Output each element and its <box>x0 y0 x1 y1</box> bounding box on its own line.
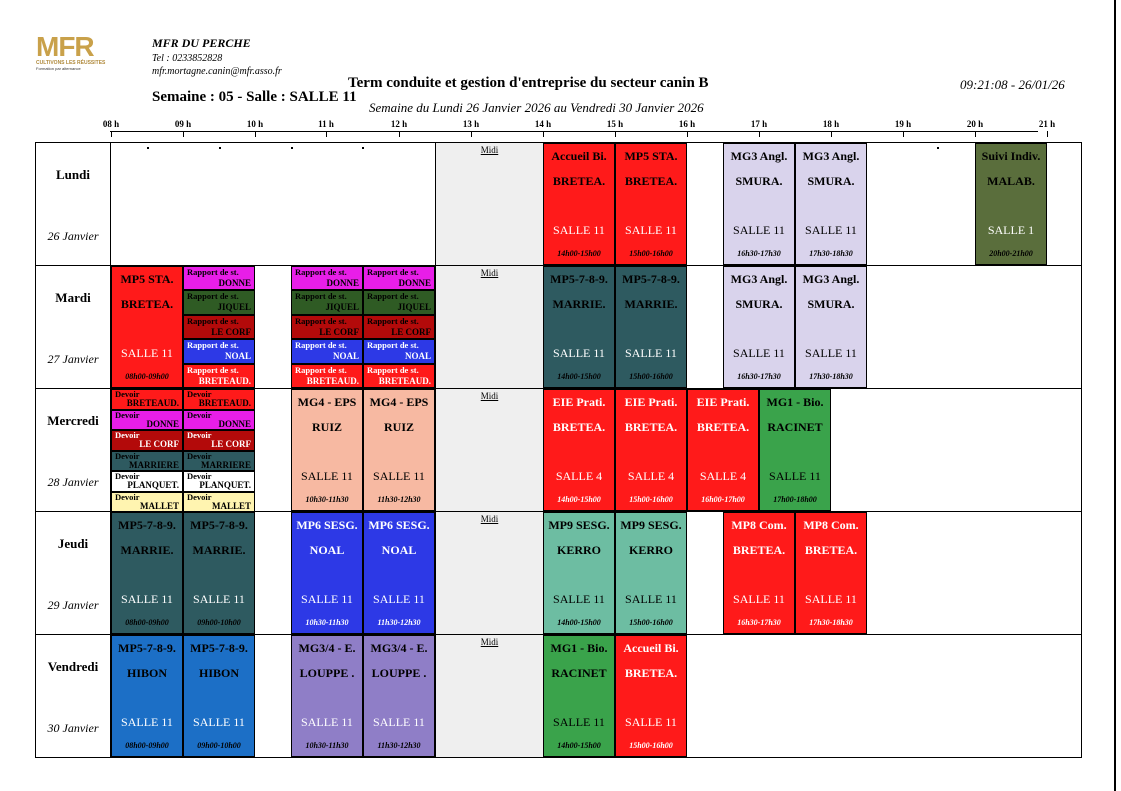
homework-block <box>111 471 183 492</box>
report-teacher: JIQUEL <box>397 302 431 313</box>
course-block <box>363 635 435 757</box>
course-title: MP5-7-8-9. <box>118 641 176 655</box>
course-title: MG3 Angl. <box>730 272 788 286</box>
course-title: MG3 Angl. <box>802 149 860 163</box>
report-teacher: DONNE <box>398 278 431 288</box>
hour-label: 15 h <box>606 119 624 129</box>
course-block <box>795 143 867 265</box>
homework-block <box>183 471 255 492</box>
course-teacher: RACINET <box>767 420 823 434</box>
course-teacher: BRETEA. <box>804 543 858 557</box>
course-block <box>543 635 615 757</box>
day-date: 29 Janvier <box>47 598 99 612</box>
course-block <box>759 389 831 511</box>
report-block <box>183 266 255 290</box>
day-vendredi <box>35 635 111 758</box>
course-block <box>615 635 687 757</box>
homework-teacher: MARRIERE <box>128 459 179 470</box>
course-room: SALLE 11 <box>733 223 785 237</box>
homework-label: Devoir <box>115 450 140 461</box>
course-block <box>723 512 795 634</box>
school-name: MFR DU PERCHE <box>152 36 251 50</box>
hour-label: 20 h <box>966 119 984 129</box>
report-block <box>291 364 363 388</box>
report-teacher: LE CORF <box>319 326 359 337</box>
course-room: SALLE 4 <box>699 469 747 483</box>
logo-text: MFR <box>36 31 94 62</box>
homework-block <box>111 410 183 431</box>
course-time: 08h00-09h00 <box>125 618 169 627</box>
course-teacher: MARRIE. <box>552 297 606 311</box>
report-block <box>183 290 255 314</box>
report-teacher: LE CORF <box>211 326 251 337</box>
school-block <box>152 36 282 77</box>
course-room: SALLE 11 <box>193 592 245 606</box>
course-teacher: LOUPPE . <box>299 666 355 680</box>
course-time: 14h00-15h00 <box>557 495 601 504</box>
report-label: Rapport de st. <box>367 340 419 351</box>
course-title: Suivi Indiv. <box>981 149 1041 163</box>
course-title: MP9 SESG. <box>620 518 682 532</box>
course-teacher: BRETEA. <box>696 420 750 434</box>
course-time: 16h30-17h30 <box>737 372 781 381</box>
course-time: 17h00-18h00 <box>773 495 817 504</box>
course-title: MP5-7-8-9. <box>190 641 248 655</box>
dot-marker <box>937 147 939 149</box>
course-time: 09h00-10h00 <box>197 741 241 750</box>
course-time: 15h00-16h00 <box>629 618 673 627</box>
report-block <box>291 315 363 339</box>
homework-teacher: LE CORF <box>211 439 251 449</box>
course-block <box>723 266 795 388</box>
report-label: Rapport de st. <box>367 267 419 277</box>
report-label: Rapport de st. <box>295 340 347 351</box>
homework-teacher: PLANQUET. <box>199 480 251 490</box>
course-room: SALLE 11 <box>805 592 857 606</box>
report-teacher: DONNE <box>326 278 359 288</box>
course-teacher: BRETEA. <box>552 174 606 188</box>
course-block <box>111 266 183 388</box>
course-room: SALLE 11 <box>625 715 677 729</box>
course-title: MG3/4 - E. <box>370 641 428 655</box>
homework-block <box>183 389 255 410</box>
course-title: MP9 SESG. <box>548 518 610 532</box>
report-teacher: BRETEAUD. <box>378 375 431 386</box>
dot-marker <box>219 147 221 149</box>
hour-label: 18 h <box>822 119 840 129</box>
report-block <box>363 290 435 314</box>
hour-label: 21 h <box>1038 119 1056 129</box>
homework-label: Devoir <box>187 389 212 399</box>
course-room: SALLE 11 <box>121 592 173 606</box>
course-time: 11h30-12h30 <box>377 618 421 627</box>
homework-block <box>111 492 183 513</box>
course-teacher: NOAL <box>309 543 345 557</box>
course-time: 10h30-11h30 <box>305 495 349 504</box>
hour-tick <box>1047 131 1048 137</box>
report-teacher: NOAL <box>332 351 359 362</box>
report-label: Rapport de st. <box>367 364 419 375</box>
homework-teacher: PLANQUET. <box>127 480 179 490</box>
lunch-block <box>435 512 544 634</box>
report-label: Rapport de st. <box>187 267 239 277</box>
course-block <box>291 389 363 511</box>
course-title: MP5 STA. <box>120 272 174 286</box>
report-teacher: DONNE <box>218 278 251 288</box>
course-block <box>111 635 183 757</box>
course-time: 11h30-12h30 <box>377 741 421 750</box>
report-label: Rapport de st. <box>295 315 347 326</box>
course-teacher: RUIZ <box>311 420 342 434</box>
course-title: MG4 - EPS <box>297 395 357 409</box>
course-block <box>291 512 363 634</box>
course-title: MP5-7-8-9. <box>118 518 176 532</box>
homework-block <box>183 451 255 472</box>
report-label: Rapport de st. <box>367 291 419 302</box>
course-room: SALLE 11 <box>625 346 677 360</box>
course-teacher: BRETEA. <box>624 666 678 680</box>
course-room: SALLE 11 <box>805 223 857 237</box>
course-room: SALLE 11 <box>733 592 785 606</box>
homework-label: Devoir <box>187 409 212 420</box>
course-block <box>723 143 795 265</box>
course-block <box>183 512 255 634</box>
course-room: SALLE 11 <box>373 469 425 483</box>
hour-label: 19 h <box>894 119 912 129</box>
course-block <box>183 635 255 757</box>
course-block <box>687 389 759 511</box>
course-title: MG3 Angl. <box>802 272 860 286</box>
page-subtitle: Semaine du Lundi 26 Janvier 2026 au Vendredi 30 Janvier 2026 <box>369 100 704 115</box>
course-block <box>291 635 363 757</box>
course-time: 15h00-16h00 <box>629 741 673 750</box>
course-time: 14h00-15h00 <box>557 372 601 381</box>
report-label: Rapport de st. <box>187 291 239 302</box>
course-teacher: MARRIE. <box>120 543 174 557</box>
course-room: SALLE 4 <box>555 469 603 483</box>
course-teacher: BRETEA. <box>732 543 786 557</box>
course-teacher: SMURA. <box>807 297 855 311</box>
report-label: Rapport de st. <box>187 364 239 375</box>
report-label: Rapport de st. <box>295 364 347 375</box>
report-block <box>363 266 435 290</box>
course-block <box>543 389 615 511</box>
report-teacher: LE CORF <box>391 326 431 337</box>
course-time: 16h00-17h00 <box>701 495 745 504</box>
print-timestamp: 09:21:08 - 26/01/26 <box>960 77 1065 92</box>
report-label: Rapport de st. <box>187 340 239 351</box>
course-teacher: KERRO <box>556 543 601 557</box>
course-teacher: MARRIE. <box>192 543 246 557</box>
homework-teacher: DONNE <box>218 418 251 429</box>
course-room: SALLE 11 <box>193 715 245 729</box>
course-teacher: SMURA. <box>735 174 783 188</box>
course-room: SALLE 11 <box>301 469 353 483</box>
course-title: EIE Prati. <box>624 395 678 409</box>
report-teacher: NOAL <box>224 351 251 362</box>
course-title: MP5-7-8-9. <box>622 272 680 286</box>
course-title: Accueil Bi. <box>551 149 607 163</box>
homework-block <box>111 430 183 451</box>
homework-teacher: LE CORF <box>139 439 179 449</box>
lunch-label: Midi <box>480 391 499 401</box>
report-block <box>291 290 363 314</box>
report-block <box>291 339 363 363</box>
day-name: Lundi <box>56 167 90 182</box>
hour-label: 08 h <box>102 119 120 129</box>
homework-block <box>183 410 255 431</box>
course-time: 16h30-17h30 <box>737 618 781 627</box>
school-phone: Tel : 0233852828 <box>152 53 223 64</box>
hour-label: 17 h <box>750 119 768 129</box>
report-block <box>183 339 255 363</box>
course-room: SALLE 11 <box>553 346 605 360</box>
course-room: SALLE 11 <box>553 715 605 729</box>
lunch-label: Midi <box>480 514 499 524</box>
course-title: MP8 Com. <box>803 518 859 532</box>
report-teacher: BRETEAUD. <box>198 375 251 386</box>
homework-label: Devoir <box>115 491 140 502</box>
homework-teacher: DONNE <box>146 418 179 429</box>
course-room: SALLE 11 <box>733 346 785 360</box>
report-block <box>363 364 435 388</box>
homework-teacher: MALLET <box>211 500 251 511</box>
course-time: 17h30-18h30 <box>809 249 853 258</box>
day-name: Jeudi <box>57 536 89 551</box>
mfr-logo <box>36 31 130 76</box>
dot-marker <box>147 147 149 149</box>
course-title: Accueil Bi. <box>623 641 679 655</box>
homework-label: Devoir <box>115 389 140 399</box>
course-room: SALLE 11 <box>373 592 425 606</box>
course-block <box>615 512 687 634</box>
lunch-label: Midi <box>480 268 499 278</box>
course-time: 15h00-16h00 <box>629 372 673 381</box>
course-room: SALLE 4 <box>627 469 675 483</box>
course-time: 14h00-15h00 <box>557 741 601 750</box>
course-block <box>795 266 867 388</box>
course-time: 10h30-11h30 <box>305 741 349 750</box>
course-block <box>615 143 687 265</box>
day-lundi <box>35 143 111 266</box>
course-title: MP6 SESG. <box>368 518 430 532</box>
report-block <box>183 315 255 339</box>
course-room: SALLE 11 <box>769 469 821 483</box>
course-room: SALLE 11 <box>301 592 353 606</box>
course-room: SALLE 11 <box>625 223 677 237</box>
lunch-block <box>435 143 544 265</box>
course-room: SALLE 11 <box>553 592 605 606</box>
course-title: MP5-7-8-9. <box>190 518 248 532</box>
page-title: Term conduite et gestion d'entreprise du secteur canin B <box>348 75 709 91</box>
course-time: 15h00-16h00 <box>629 249 673 258</box>
report-block <box>363 315 435 339</box>
course-teacher: BRETEA. <box>624 420 678 434</box>
course-teacher: MARRIE. <box>624 297 678 311</box>
course-title: EIE Prati. <box>696 395 750 409</box>
course-block <box>543 143 615 265</box>
course-teacher: RUIZ <box>383 420 414 434</box>
lunch-block <box>435 266 544 388</box>
report-teacher: JIQUEL <box>217 302 251 313</box>
course-room: SALLE 11 <box>373 715 425 729</box>
homework-teacher: BRETEAUD. <box>198 398 251 408</box>
homework-teacher: MARRIERE <box>200 459 251 470</box>
day-jeudi <box>35 512 111 635</box>
report-label: Rapport de st. <box>295 267 347 277</box>
school-email: mfr.mortagne.canin@mfr.asso.fr <box>152 66 282 77</box>
course-block <box>543 512 615 634</box>
course-block <box>975 143 1047 265</box>
course-time: 08h00-09h00 <box>125 372 169 381</box>
day-date: 30 Janvier <box>47 721 99 735</box>
course-block <box>363 389 435 511</box>
homework-label: Devoir <box>187 450 212 461</box>
homework-label: Devoir <box>115 471 140 481</box>
hour-label: 10 h <box>246 119 264 129</box>
course-teacher: BRETEA. <box>120 297 174 311</box>
course-teacher: KERRO <box>628 543 673 557</box>
course-teacher: HIBON <box>126 666 167 680</box>
logo-sub: Formation par alternance <box>36 66 81 71</box>
dot-marker <box>291 147 293 149</box>
course-teacher: MALAB. <box>987 174 1035 188</box>
report-block <box>183 364 255 388</box>
course-title: MP8 Com. <box>731 518 787 532</box>
course-teacher: NOAL <box>381 543 417 557</box>
report-block <box>291 266 363 290</box>
course-block <box>615 389 687 511</box>
report-label: Rapport de st. <box>187 315 239 326</box>
course-room: SALLE 11 <box>301 715 353 729</box>
homework-label: Devoir <box>115 409 140 420</box>
homework-label: Devoir <box>115 430 140 440</box>
day-date: 26 Janvier <box>47 229 99 243</box>
course-block <box>795 512 867 634</box>
lunch-block <box>435 635 544 757</box>
report-teacher: BRETEAUD. <box>306 375 359 386</box>
hour-label: 16 h <box>678 119 696 129</box>
course-title: MG1 - Bio. <box>550 641 608 655</box>
homework-block <box>111 451 183 472</box>
course-time: 16h30-17h30 <box>737 249 781 258</box>
course-teacher: BRETEA. <box>624 174 678 188</box>
homework-label: Devoir <box>187 430 212 440</box>
day-date: 27 Janvier <box>47 352 99 366</box>
course-block <box>615 266 687 388</box>
course-title: MG3/4 - E. <box>298 641 356 655</box>
course-time: 14h00-15h00 <box>557 618 601 627</box>
course-block <box>111 512 183 634</box>
day-mardi <box>35 266 111 389</box>
course-room: SALLE 1 <box>987 223 1035 237</box>
hour-label: 09 h <box>174 119 192 129</box>
course-room: SALLE 11 <box>553 223 605 237</box>
homework-block <box>183 492 255 513</box>
course-time: 09h00-10h00 <box>197 618 241 627</box>
hour-label: 14 h <box>534 119 552 129</box>
course-title: MP5 STA. <box>624 149 678 163</box>
lunch-label: Midi <box>480 145 499 155</box>
day-mercredi <box>35 389 111 512</box>
day-name: Mardi <box>55 290 91 305</box>
course-block <box>363 512 435 634</box>
hour-label: 11 h <box>318 119 334 129</box>
course-time: 10h30-11h30 <box>305 618 349 627</box>
report-block <box>363 339 435 363</box>
course-room: SALLE 11 <box>121 715 173 729</box>
day-name: Vendredi <box>47 659 99 674</box>
course-time: 11h30-12h30 <box>377 495 421 504</box>
course-time: 14h00-15h00 <box>557 249 601 258</box>
course-title: EIE Prati. <box>552 395 606 409</box>
day-name: Mercredi <box>47 413 99 428</box>
course-room: SALLE 11 <box>805 346 857 360</box>
course-room: SALLE 11 <box>121 346 173 360</box>
day-date: 28 Janvier <box>47 475 99 489</box>
report-label: Rapport de st. <box>295 291 347 302</box>
course-title: MG4 - EPS <box>369 395 429 409</box>
logo-tagline: CULTIVONS LES RÉUSSITES <box>36 60 106 66</box>
course-teacher: HIBON <box>198 666 239 680</box>
homework-teacher: BRETEAUD. <box>126 398 179 408</box>
course-teacher: SMURA. <box>735 297 783 311</box>
hour-label: 13 h <box>462 119 480 129</box>
course-title: MG3 Angl. <box>730 149 788 163</box>
dot-marker <box>362 147 364 149</box>
homework-teacher: MALLET <box>139 500 179 511</box>
course-room: SALLE 11 <box>625 592 677 606</box>
report-teacher: NOAL <box>404 351 431 362</box>
hour-label: 12 h <box>390 119 408 129</box>
hour-scale-line <box>110 131 1038 132</box>
course-teacher: SMURA. <box>807 174 855 188</box>
homework-block <box>111 389 183 410</box>
week-room: Semaine : 05 - Salle : SALLE 11 <box>152 89 357 105</box>
report-teacher: JIQUEL <box>325 302 359 313</box>
lunch-block <box>435 389 544 511</box>
course-time: 08h00-09h00 <box>125 741 169 750</box>
homework-label: Devoir <box>187 491 212 502</box>
course-teacher: BRETEA. <box>552 420 606 434</box>
lunch-label: Midi <box>480 637 499 647</box>
course-teacher: LOUPPE . <box>371 666 427 680</box>
course-time: 15h00-16h00 <box>629 495 673 504</box>
report-label: Rapport de st. <box>367 315 419 326</box>
homework-block <box>183 430 255 451</box>
course-title: MP6 SESG. <box>296 518 358 532</box>
course-title: MG1 - Bio. <box>766 395 824 409</box>
course-teacher: RACINET <box>551 666 607 680</box>
course-block <box>543 266 615 388</box>
homework-label: Devoir <box>187 471 212 481</box>
course-time: 17h30-18h30 <box>809 618 853 627</box>
course-title: MP5-7-8-9. <box>550 272 608 286</box>
page-edge <box>1114 0 1116 791</box>
course-time: 20h00-21h00 <box>989 249 1033 258</box>
course-time: 17h30-18h30 <box>809 372 853 381</box>
